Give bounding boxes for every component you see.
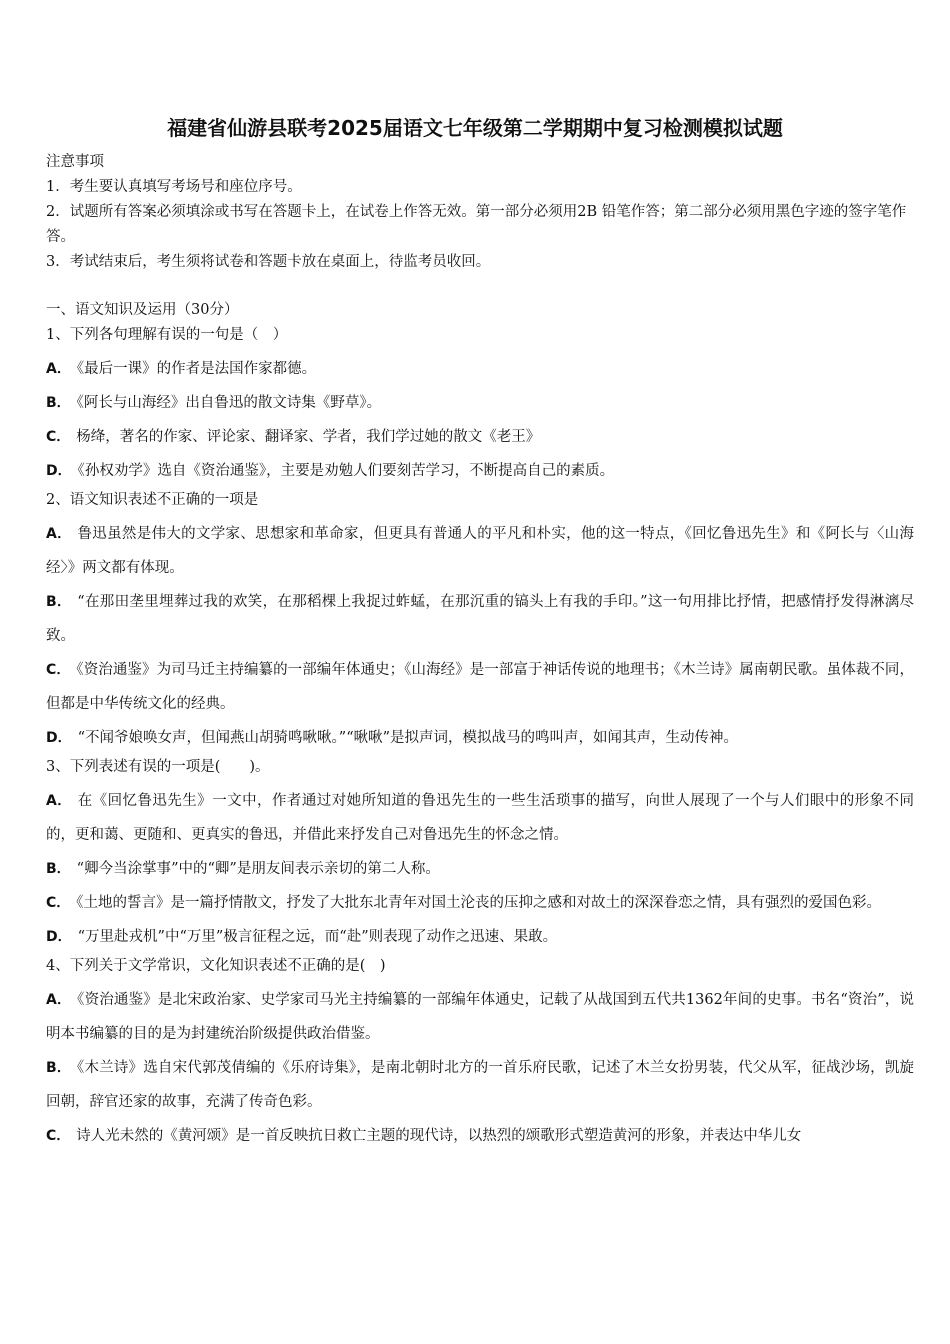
notice-item: 2．试题所有答案必须填涂或书写在答题卡上，在试卷上作答无效。第一部分必须用2B 铅笔作答；第二部分必须用黑色字迹的签字笔作答。 [46, 204, 907, 245]
option-item [46, 886, 914, 920]
option-item [46, 454, 914, 488]
question-section [46, 298, 914, 1153]
option-text: 《最后一课》的作者是法国作家都德。 [76, 361, 317, 377]
option-letter: C． [46, 1128, 71, 1144]
option-letter: B． [46, 861, 71, 877]
option-text: “万里赴戎机”中“万里”极言征程之远，而“赴”则表现了动作之迅速、果敢。 [77, 929, 558, 945]
option-letter: C． [46, 662, 71, 678]
option-text: 《阿长与山海经》出自鲁迅的散文诗集《野草》。 [76, 395, 382, 411]
notice-item: 3．考试结束后，考生须将试卷和答题卡放在桌面上，待监考员收回。 [46, 254, 491, 270]
option-item [46, 721, 914, 755]
option-letter: A． [46, 992, 72, 1008]
option-letter: A． [46, 793, 72, 809]
notice-item: 1．考生要认真填写考场号和座位序号。 [46, 179, 302, 195]
option-letter: B． [46, 1060, 72, 1076]
option-text: 《资治通鉴》是北宋政治家、史学家司马光主持编纂的一部编年体通史，记载了从战国到五代共1362年间的史事。书名“资治”，说明本书编纂的目的是为封建统治阶级提供政治借鉴。 [46, 992, 914, 1042]
option-text: 杨绛，著名的作家、评论家、翻译家、学者，我们学过她的散文《老王》 [76, 429, 541, 445]
option-item [46, 920, 914, 954]
page-title: 福建省仙游县联考2025届语文七年级第二学期期中复习检测模拟试题 [167, 116, 783, 140]
option-letter: C． [46, 895, 71, 911]
option-text: 《木兰诗》选自宋代郭茂倩编的《乐府诗集》，是南北朝时北方的一首乐府民歌，记述了木兰女扮男装，代父从军，征战沙场，凯旋回朝，辞官还家的故事，充满了传奇色彩。 [46, 1060, 915, 1110]
option-item [46, 852, 914, 886]
section-heading: 一、语文知识及运用（30分） [46, 302, 239, 318]
option-item [46, 585, 914, 653]
option-text: 诗人光未然的《黄河颂》是一首反映抗日救亡主题的现代诗，以热烈的颂歌形式塑造黄河的形象，并表达中华儿女 [76, 1128, 802, 1144]
option-item [46, 386, 914, 420]
option-text: 在《回忆鲁迅先生》一文中，作者通过对她所知道的鲁迅先生的一些生活琐事的描写，向世人展现了一个与人们眼中的形象不同的，更和蔼、更随和、更真实的鲁迅，并借此来抒发自己对鲁迅先生的怀念之情。 [46, 793, 914, 843]
option-text: 《土地的誓言》是一篇抒情散文，抒发了大批东北青年对国土沦丧的压抑之感和对故土的深深眷恋之情，具有强烈的爱国色彩。 [76, 895, 882, 911]
option-item [46, 517, 914, 585]
option-item [46, 653, 914, 721]
option-letter: B． [46, 395, 71, 411]
option-item [46, 983, 914, 1051]
option-item [46, 352, 914, 386]
option-letter: D． [46, 463, 72, 479]
option-item [46, 1119, 914, 1153]
option-item [46, 784, 914, 852]
option-letter: D． [46, 929, 72, 945]
option-letter: B． [46, 594, 72, 610]
option-text: 鲁迅虽然是伟大的文学家、思想家和革命家，但更具有普通人的平凡和朴实，他的这一特点，《回忆鲁迅先生》和《阿长与〈山海经〉》两文都有体现。 [46, 526, 914, 576]
option-text: 《孙权劝学》选自《资治通鉴》，主要是劝勉人们要刻苦学习，不断提高自己的素质。 [77, 463, 615, 479]
option-letter: A． [46, 526, 72, 542]
notice-heading: 注意事项 [46, 154, 104, 170]
option-text: “卿今当涂掌事”中的“卿”是朋友间表示亲切的第二人称。 [76, 861, 440, 877]
option-text: “不闻爷娘唤女声，但闻燕山胡骑鸣啾啾。”“啾啾”是拟声词，模拟战马的鸣叫声，如闻其声，生动传神。 [77, 730, 739, 746]
question-stem: 4、下列关于文学常识，文化知识表述不正确的是( ) [46, 958, 386, 974]
question-stem: 3、下列表述有误的一项是( )。 [46, 759, 270, 775]
option-text: “在那田垄里埋葬过我的欢笑，在那稻棵上我捉过蚱蜢，在那沉重的镐头上有我的手印。”这一句用排比抒情，把感情抒发得淋漓尽致。 [46, 594, 915, 644]
question-stem: 2、语文知识表述不正确的一项是 [46, 492, 259, 508]
option-letter: C． [46, 429, 71, 445]
option-letter: A． [46, 361, 71, 377]
option-item [46, 1051, 914, 1119]
option-text: 《资治通鉴》为司马迁主持编纂的一部编年体通史；《山海经》是一部富于神话传说的地理书；《木兰诗》属南朝民歌。虽体裁不同，但都是中华传统文化的经典。 [46, 662, 915, 712]
option-item [46, 420, 914, 454]
notice-block [46, 150, 914, 275]
question-stem: 1、下列各句理解有误的一句是（ ） [46, 327, 288, 343]
option-letter: D． [46, 730, 72, 746]
